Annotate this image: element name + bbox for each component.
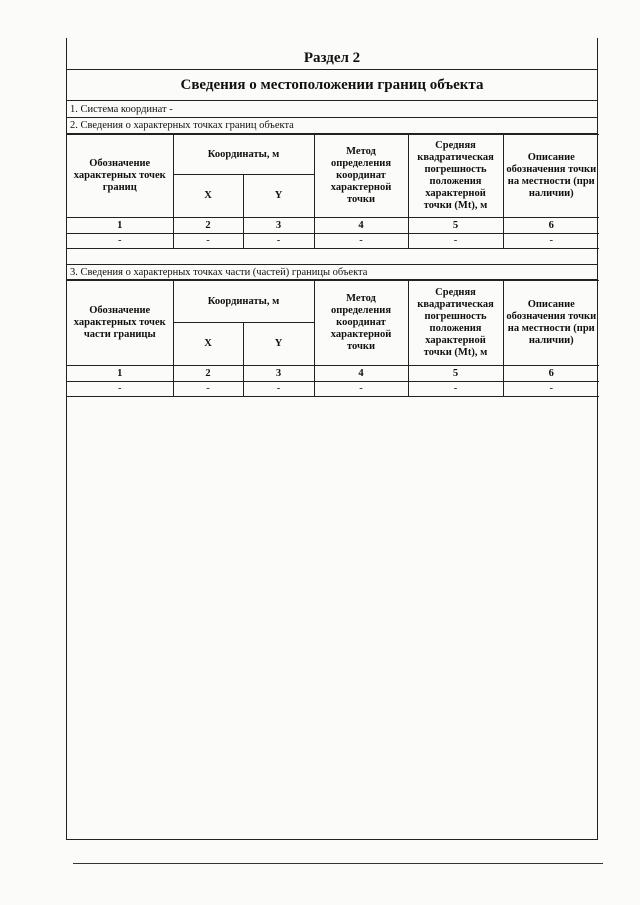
header-coordinates: Координаты, м bbox=[173, 135, 314, 175]
header-description: Описание обозначения точки на местности (при наличии) bbox=[503, 281, 599, 366]
footer-rule bbox=[73, 863, 603, 864]
table-cell: - bbox=[67, 234, 173, 249]
col-number: 1 bbox=[67, 218, 173, 234]
header-accuracy: Средняя квадратическая погрешность положения характерной точки (Mt), м bbox=[408, 135, 503, 218]
part-boundary-points-table bbox=[67, 280, 599, 397]
part3-heading: 3. Сведения о характерных точках части (частей) границы объекта bbox=[67, 264, 597, 280]
col-number: 1 bbox=[67, 366, 173, 382]
col-number: 5 bbox=[408, 218, 503, 234]
col-number: 6 bbox=[503, 366, 599, 382]
header-y: Y bbox=[243, 175, 314, 218]
table-cell: - bbox=[173, 382, 243, 397]
boundary-points-table bbox=[67, 134, 599, 249]
document-title: Сведения о местоположении границ объекта bbox=[67, 70, 597, 101]
table-row bbox=[67, 382, 599, 397]
col-number: 3 bbox=[243, 218, 314, 234]
table-cell: - bbox=[314, 234, 408, 249]
part2-heading: 2. Сведения о характерных точках границ объекта bbox=[67, 118, 597, 134]
header-method: Метод определения координат характерной точки bbox=[314, 281, 408, 366]
section-title: Раздел 2 bbox=[67, 38, 597, 70]
header-y: Y bbox=[243, 323, 314, 366]
document-frame bbox=[66, 38, 598, 840]
table-cell: - bbox=[173, 234, 243, 249]
header-point-designation: Обозначение характерных точек границ bbox=[67, 135, 173, 218]
table-cell: - bbox=[503, 382, 599, 397]
header-description: Описание обозначения точки на местности (при наличии) bbox=[503, 135, 599, 218]
header-x: X bbox=[173, 175, 243, 218]
col-number: 2 bbox=[173, 218, 243, 234]
table-row bbox=[67, 234, 599, 249]
header-accuracy: Средняя квадратическая погрешность положения характерной точки (Mt), м bbox=[408, 281, 503, 366]
header-point-designation: Обозначение характерных точек части границы bbox=[67, 281, 173, 366]
header-x: X bbox=[173, 323, 243, 366]
col-number: 5 bbox=[408, 366, 503, 382]
header-method: Метод определения координат характерной точки bbox=[314, 135, 408, 218]
col-number: 2 bbox=[173, 366, 243, 382]
col-number: 3 bbox=[243, 366, 314, 382]
table-cell: - bbox=[503, 234, 599, 249]
header-coordinates: Координаты, м bbox=[173, 281, 314, 323]
table-cell: - bbox=[243, 234, 314, 249]
col-number: 6 bbox=[503, 218, 599, 234]
table-cell: - bbox=[243, 382, 314, 397]
col-number: 4 bbox=[314, 366, 408, 382]
coord-system-line: 1. Система координат - bbox=[67, 101, 597, 118]
col-number: 4 bbox=[314, 218, 408, 234]
table-cell: - bbox=[408, 382, 503, 397]
table-cell: - bbox=[67, 382, 173, 397]
table-cell: - bbox=[314, 382, 408, 397]
table-cell: - bbox=[408, 234, 503, 249]
